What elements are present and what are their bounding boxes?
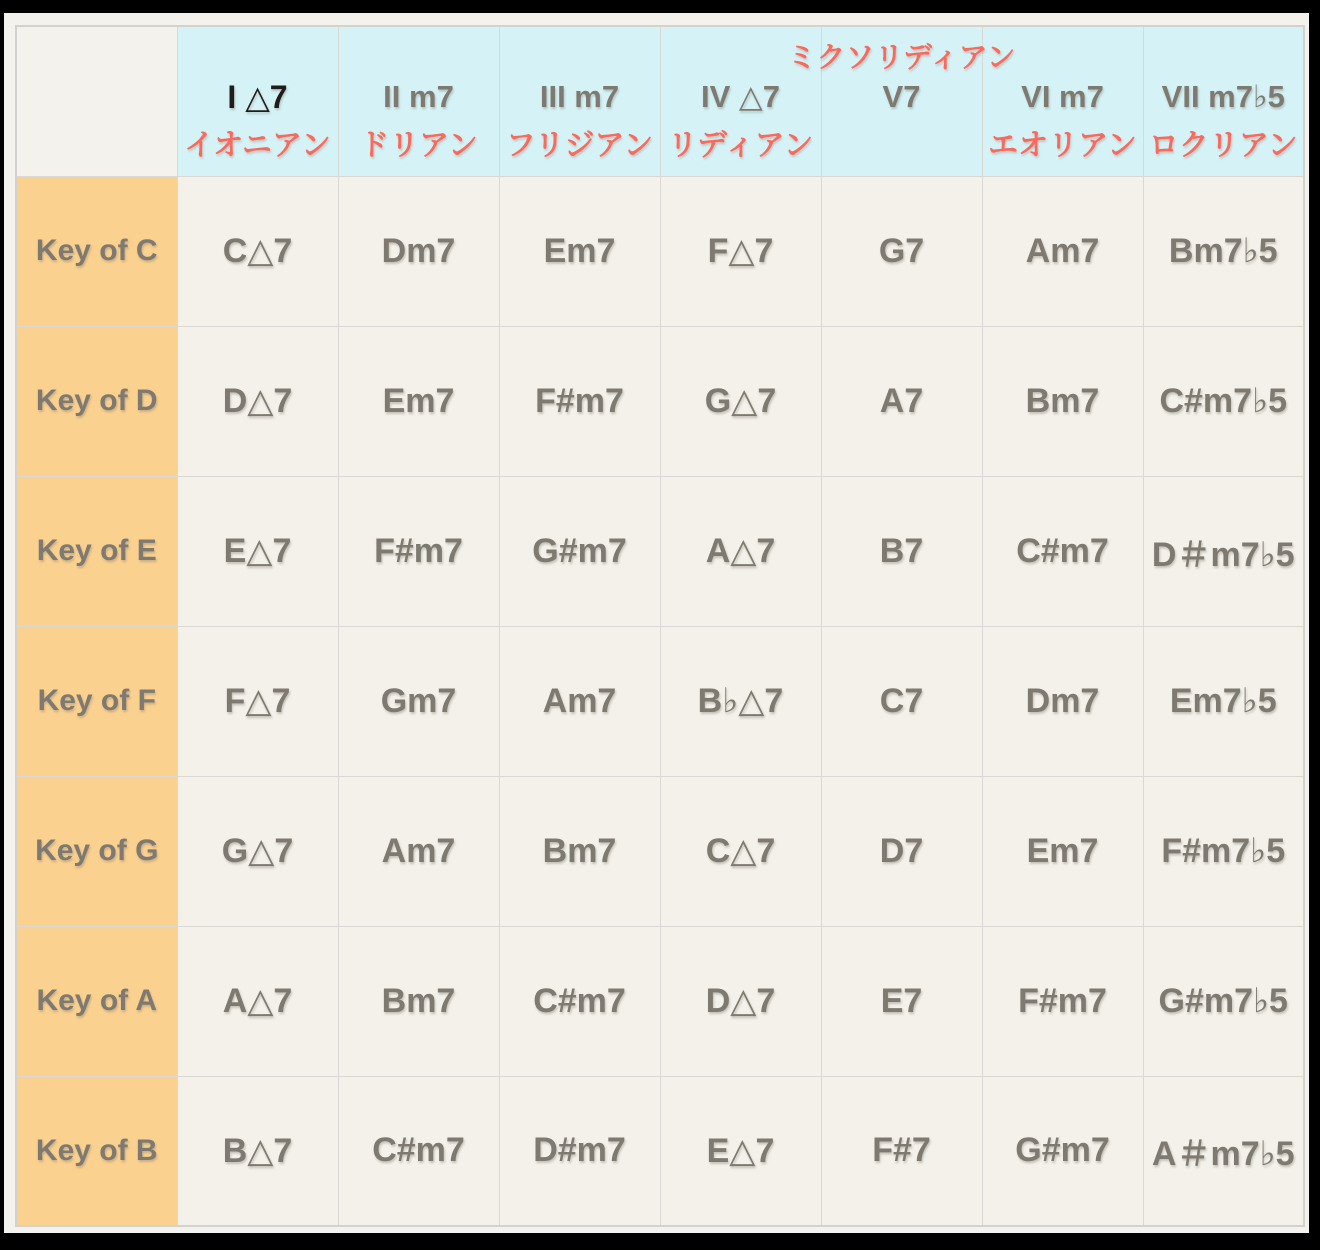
chord-cell: B△7 bbox=[177, 1076, 338, 1226]
chord-cell: E7 bbox=[821, 926, 982, 1076]
chord-cell: G#m7 bbox=[499, 476, 660, 626]
chord-cell: F#m7♭5 bbox=[1143, 776, 1304, 926]
row-key-cell: Key of G bbox=[16, 776, 177, 926]
mode-label bbox=[822, 124, 982, 168]
chord-cell: F△7 bbox=[660, 176, 821, 326]
mode-label: フリジアン bbox=[505, 128, 654, 162]
chord-cell: D7 bbox=[821, 776, 982, 926]
chord-cell: Dm7 bbox=[338, 176, 499, 326]
chord-cell: E△7 bbox=[660, 1076, 821, 1226]
chord-cell: G#m7 bbox=[982, 1076, 1143, 1226]
chord-cell: C△7 bbox=[177, 176, 338, 326]
mode-label: イオニアン bbox=[184, 128, 331, 162]
table-row bbox=[16, 926, 1304, 1076]
chord-cell: G△7 bbox=[660, 326, 821, 476]
chord-cell: B7 bbox=[821, 476, 982, 626]
row-key-cell: Key of D bbox=[16, 326, 177, 476]
table-row bbox=[16, 1076, 1304, 1226]
header-row bbox=[16, 26, 1304, 176]
table-row bbox=[16, 476, 1304, 626]
degree-label: I △7 bbox=[227, 78, 288, 115]
degree-label: II m7 bbox=[383, 78, 454, 114]
chord-cell: Am7 bbox=[499, 626, 660, 776]
chord-cell: Em7 bbox=[338, 326, 499, 476]
degree-label: V7 bbox=[882, 78, 921, 114]
chord-cell: A△7 bbox=[660, 476, 821, 626]
degree-label: VI m7 bbox=[1021, 78, 1104, 114]
degree-label: III m7 bbox=[539, 78, 620, 114]
chord-cell: C7 bbox=[821, 626, 982, 776]
column-header-1 bbox=[177, 26, 338, 176]
chord-cell: Em7 bbox=[982, 776, 1143, 926]
chord-cell: Bm7 bbox=[982, 326, 1143, 476]
chord-cell: A＃m7♭5 bbox=[1143, 1076, 1304, 1226]
mode-label: ドリアン bbox=[359, 128, 478, 162]
chord-cell: D△7 bbox=[660, 926, 821, 1076]
chord-cell: Am7 bbox=[338, 776, 499, 926]
chord-cell: F△7 bbox=[177, 626, 338, 776]
degree-label: IV △7 bbox=[701, 78, 780, 114]
chord-cell: G#m7♭5 bbox=[1143, 926, 1304, 1076]
row-key-cell: Key of A bbox=[16, 926, 177, 1076]
chord-cell: C#m7 bbox=[982, 476, 1143, 626]
chord-cell: Am7 bbox=[982, 176, 1143, 326]
chord-cell: G7 bbox=[821, 176, 982, 326]
row-key-cell: Key of F bbox=[16, 626, 177, 776]
column-header-5 bbox=[787, 26, 1016, 176]
chord-cell: F#m7 bbox=[338, 476, 499, 626]
chord-cell: G△7 bbox=[177, 776, 338, 926]
page-background bbox=[4, 13, 1309, 1233]
mode-label: ロクリアン bbox=[1148, 128, 1298, 162]
degree-label: VII m7♭5 bbox=[1161, 78, 1285, 114]
chord-cell: C#m7♭5 bbox=[1143, 326, 1304, 476]
row-key-cell: Key of C bbox=[16, 176, 177, 326]
chord-cell: Em7 bbox=[499, 176, 660, 326]
chord-cell: E△7 bbox=[177, 476, 338, 626]
row-key-cell: Key of E bbox=[16, 476, 177, 626]
table-row bbox=[16, 626, 1304, 776]
corner-cell bbox=[16, 26, 177, 176]
chord-cell: D＃m7♭5 bbox=[1143, 476, 1304, 626]
chord-cell: C△7 bbox=[660, 776, 821, 926]
chord-cell: B♭△7 bbox=[660, 626, 821, 776]
chord-cell: Bm7 bbox=[338, 926, 499, 1076]
chord-cell: A7 bbox=[821, 326, 982, 476]
table-row bbox=[16, 776, 1304, 926]
table-row bbox=[16, 176, 1304, 326]
chord-cell: F#m7 bbox=[982, 926, 1143, 1076]
chord-cell: A△7 bbox=[177, 926, 338, 1076]
chord-cell: Gm7 bbox=[338, 626, 499, 776]
chord-cell: D△7 bbox=[177, 326, 338, 476]
column-header-2 bbox=[338, 26, 499, 176]
chord-cell: F#m7 bbox=[499, 326, 660, 476]
chord-cell: Dm7 bbox=[982, 626, 1143, 776]
column-header-7 bbox=[1143, 26, 1304, 176]
table-row bbox=[16, 326, 1304, 476]
row-key-cell: Key of B bbox=[16, 1076, 177, 1226]
chord-cell: C#m7 bbox=[338, 1076, 499, 1226]
mode-label: リディアン bbox=[667, 128, 814, 162]
chord-cell: Em7♭5 bbox=[1143, 626, 1304, 776]
chord-cell: Bm7 bbox=[499, 776, 660, 926]
mode-label: エオリアン bbox=[988, 128, 1137, 162]
chord-table bbox=[15, 25, 1305, 1227]
mixolydian-overflow-label: ミクソリディアン bbox=[787, 42, 1016, 74]
chord-cell: F#7 bbox=[821, 1076, 982, 1226]
column-header-3 bbox=[499, 26, 660, 176]
chord-cell: C#m7 bbox=[499, 926, 660, 1076]
chord-cell: D#m7 bbox=[499, 1076, 660, 1226]
chord-cell: Bm7♭5 bbox=[1143, 176, 1304, 326]
table-body bbox=[16, 26, 1304, 1226]
